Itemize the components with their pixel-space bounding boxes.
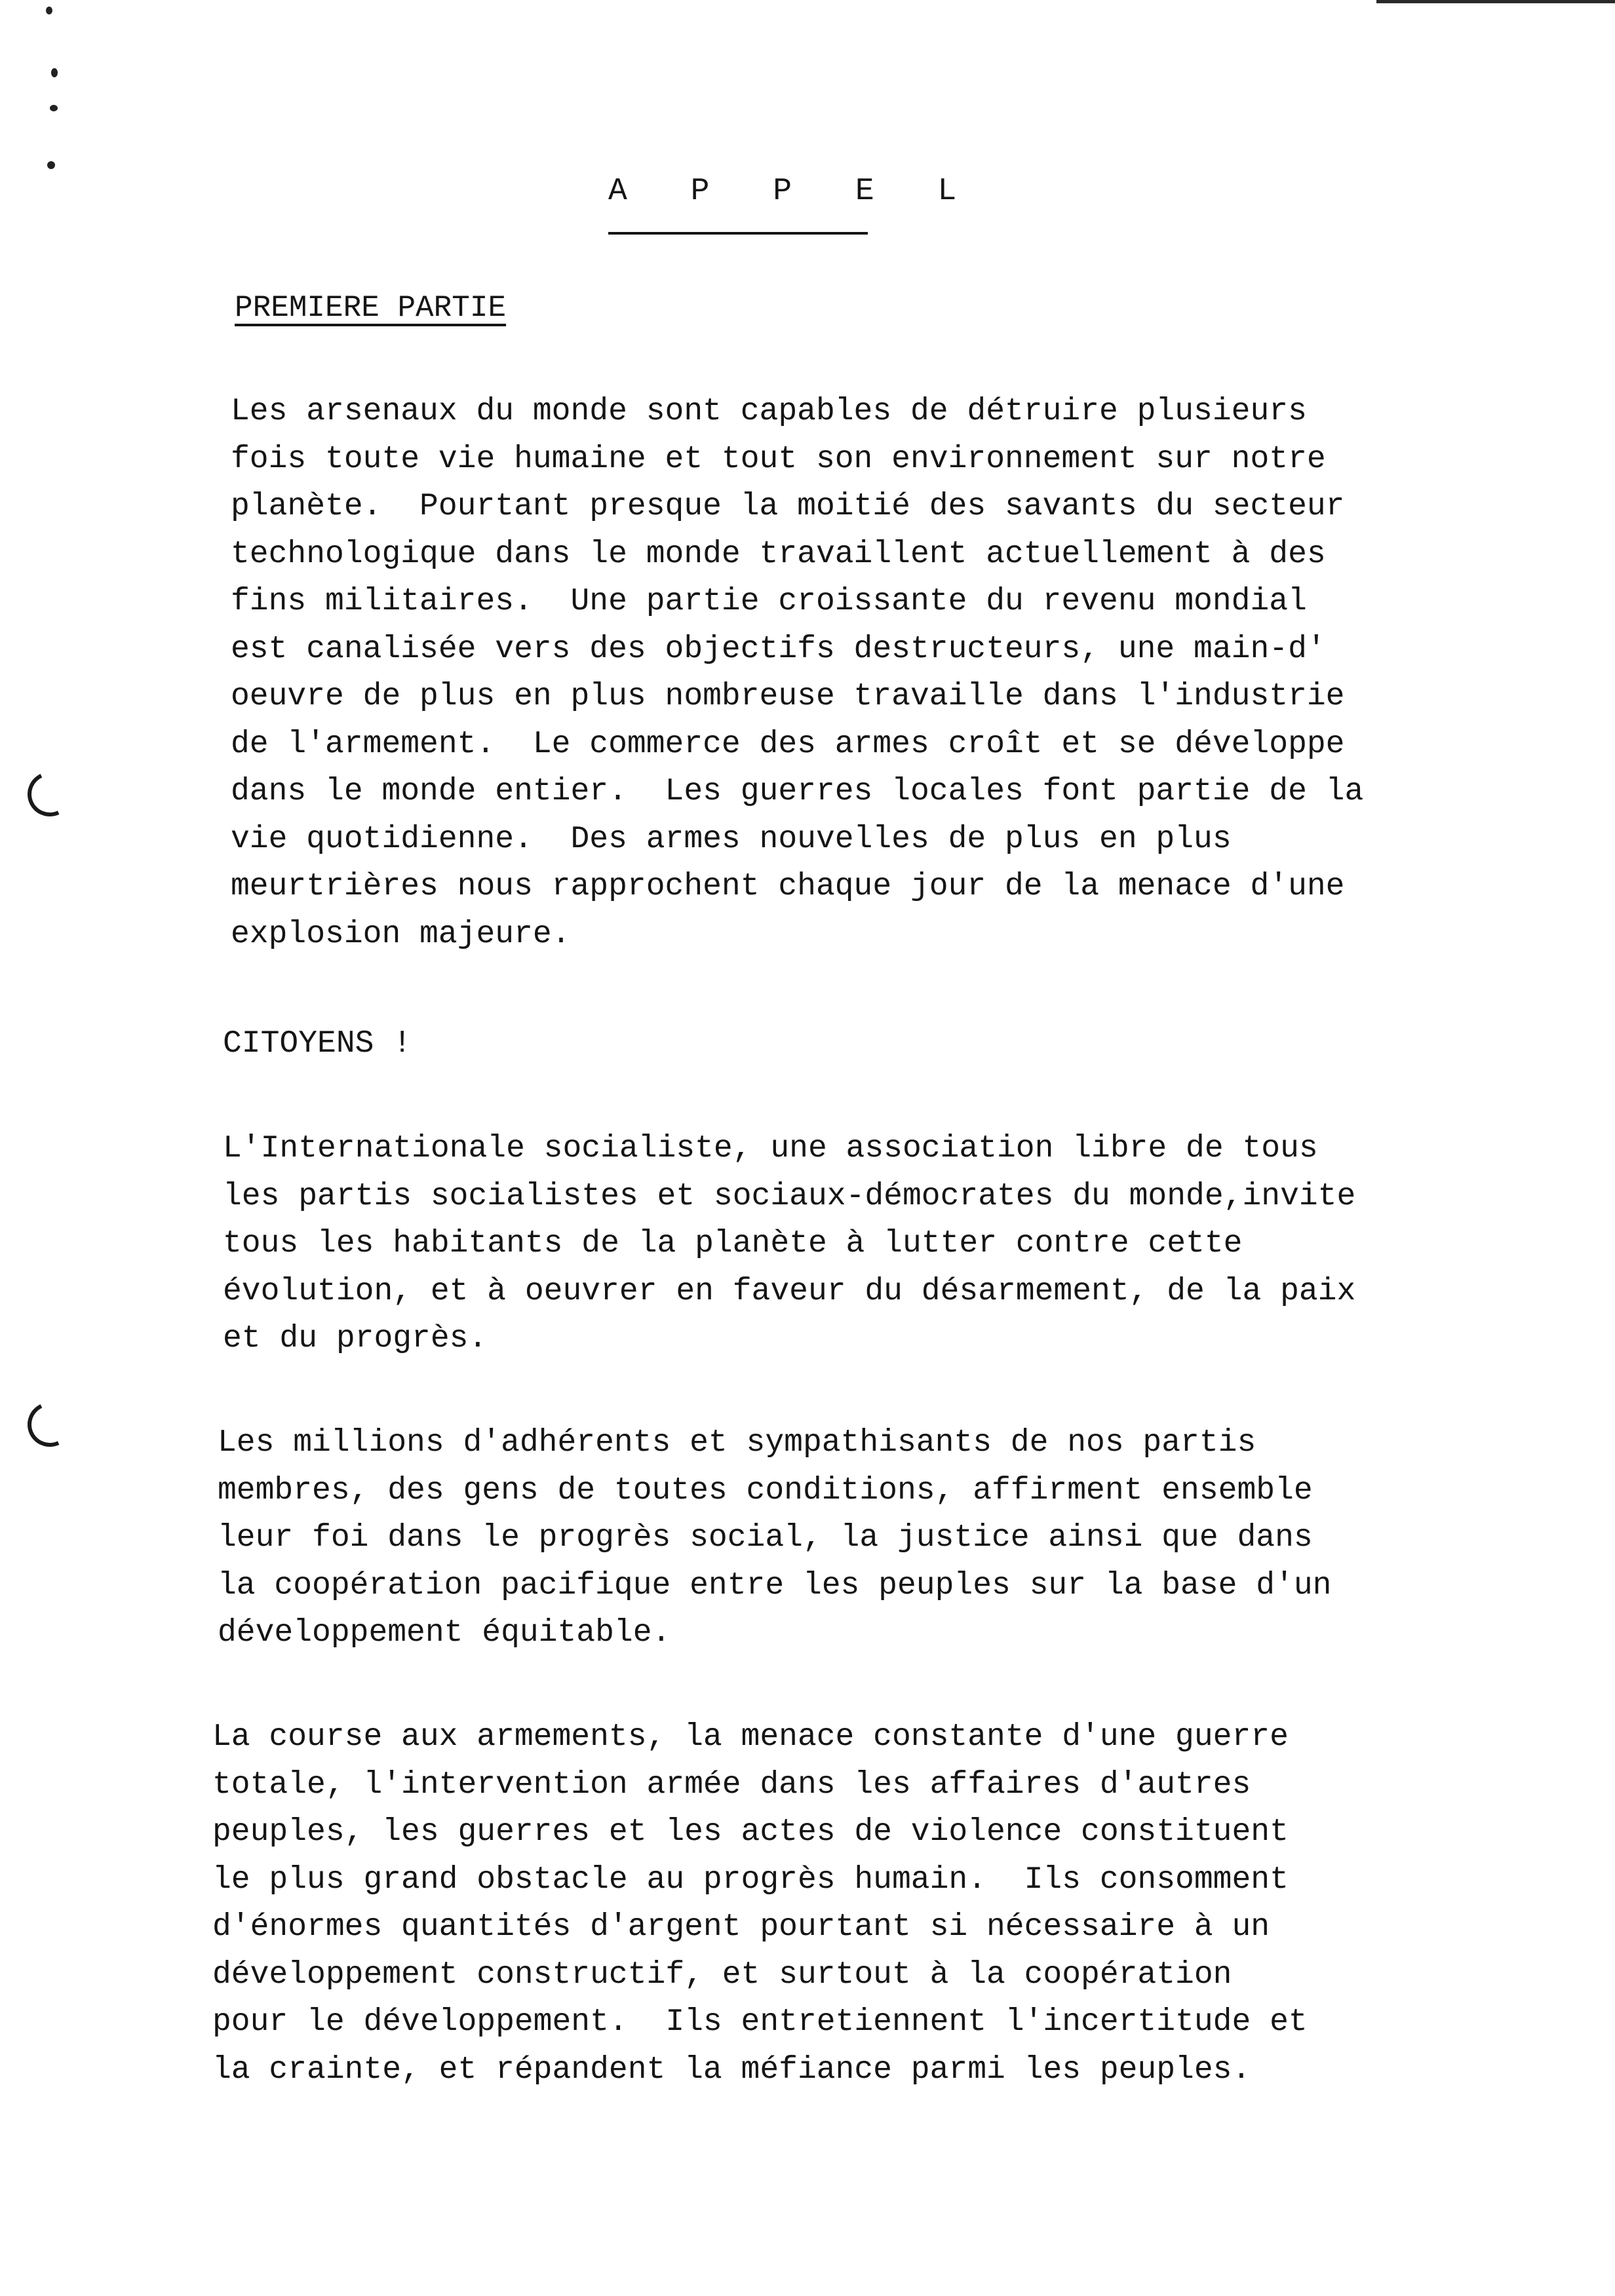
text-line: La course aux armements, la menace constante d'une guerre xyxy=(212,1719,1289,1755)
text-line: développement équitable. xyxy=(218,1615,671,1651)
punch-hole-mark xyxy=(21,1396,78,1453)
text-line: meurtrières nous rapprochent chaque jour de la menace d'une xyxy=(231,869,1345,904)
text-line: technologique dans le monde travaillent actuellement à des xyxy=(231,536,1326,572)
text-line: d'énormes quantités d'argent pourtant si nécessaire à un xyxy=(212,1909,1270,1945)
text-line: CITOYENS ! xyxy=(223,1026,412,1062)
text-line: évolution, et à oeuvrer en faveur du désarmement, de la paix xyxy=(223,1273,1356,1309)
text-line: membres, des gens de toutes conditions, affirment ensemble xyxy=(218,1472,1313,1508)
text-line: pour le développement. Ils entretiennent l'incertitude et xyxy=(212,2004,1308,2040)
document-title: A P P E L xyxy=(608,174,979,209)
text-line: le plus grand obstacle au progrès humain. Ils consomment xyxy=(212,1862,1289,1898)
paragraph xyxy=(218,1419,1331,1657)
text-line: peuples, les guerres et les actes de violence constituent xyxy=(212,1814,1289,1850)
text-line: tous les habitants de la planète à lutter contre cette xyxy=(223,1226,1243,1261)
text-line: développement constructif, et surtout à la coopération xyxy=(212,1957,1232,1993)
text-line: et du progrès. xyxy=(223,1321,488,1356)
text-line: leur foi dans le progrès social, la justice ainsi que dans xyxy=(218,1520,1313,1556)
margin-speck xyxy=(46,7,52,14)
text-line: L'Internationale socialiste, une association libre de tous xyxy=(223,1131,1318,1166)
text-line: planète. Pourtant presque la moitié des savants du secteur xyxy=(231,489,1345,524)
section-heading: PREMIERE PARTIE xyxy=(235,291,507,325)
text-line: la coopération pacifique entre les peuples sur la base d'un xyxy=(218,1567,1332,1603)
margin-speck xyxy=(51,68,58,77)
text-line: fins militaires. Une partie croissante du revenu mondial xyxy=(231,584,1307,619)
paragraph xyxy=(223,1125,1355,1363)
paragraph xyxy=(212,1713,1308,2094)
text-line: la crainte, et répandent la méfiance parmi les peuples. xyxy=(212,2052,1251,2088)
text-line: vie quotidienne. Des armes nouvelles de plus en plus xyxy=(231,821,1232,857)
title-underline xyxy=(608,232,868,235)
text-line: oeuvre de plus en plus nombreuse travaille dans l'industrie xyxy=(231,679,1345,714)
text-line: explosion majeure. xyxy=(231,916,571,952)
margin-speck xyxy=(47,161,55,169)
text-line: les partis socialistes et sociaux-démocrates du monde,invite xyxy=(223,1178,1356,1214)
text-line: totale, l'intervention armée dans les affaires d'autres xyxy=(212,1767,1251,1803)
text-line: Les millions d'adhérents et sympathisants de nos partis xyxy=(218,1425,1256,1461)
text-line: est canalisée vers des objectifs destructeurs, une main-d' xyxy=(231,631,1326,667)
paragraph xyxy=(223,1020,412,1068)
punch-hole-mark xyxy=(21,765,78,822)
text-line: de l'armement. Le commerce des armes croît et se développe xyxy=(231,726,1345,762)
paragraph xyxy=(231,388,1363,958)
margin-speck xyxy=(50,105,58,111)
text-line: dans le monde entier. Les guerres locales font partie de la xyxy=(231,774,1364,809)
text-line: fois toute vie humaine et tout son environnement sur notre xyxy=(231,441,1326,477)
text-line: Les arsenaux du monde sont capables de détruire plusieurs xyxy=(231,394,1307,429)
top-edge-rule xyxy=(1376,0,1615,3)
